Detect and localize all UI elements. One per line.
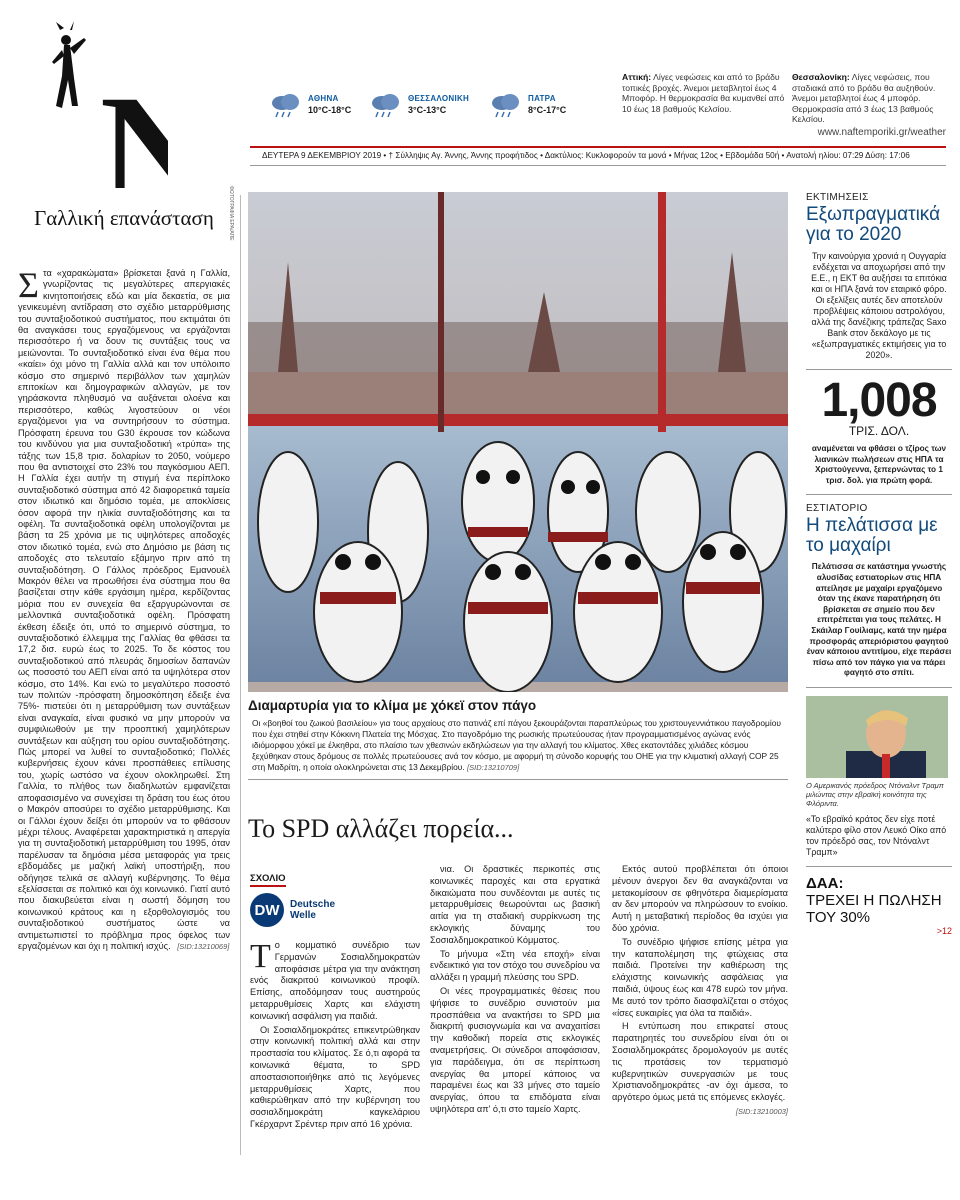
sidebar-text: αναμένεται να φθάσει ο τζίρος των λιανικών πωλήσεων στις ΗΠΑ τα Χριστούγεννα, ξεπερνώντας το 1 τρισ. δολ. για πρώτη φορά. [811,444,947,485]
dw-name-line2: Welle [290,910,316,921]
forecast-thessaloniki [792,72,948,125]
forecast-attica [622,72,786,114]
masthead-logo [48,18,168,188]
page-reference[interactable]: >12 [936,925,952,936]
divider [806,687,952,688]
rain-cloud-icon [488,92,522,116]
forecast-label: Αττική: [622,72,652,82]
quote-text: «Το εβραϊκό κράτος δεν είχε ποτέ καλύτερο φίλο στον Λευκό Οίκο από τον πρόεδρό σας, τον Ντόναλντ Τραμπ» [806,813,947,857]
divider [806,494,952,495]
dateline: ΔΕΥΤΕΡΑ 9 ΔΕΚΕΜΒΡΙΟΥ 2019 • † Σύλληψις Αγ. Άννης, Άννης προφήτιδος • Δακτύλιος: Κυκλοφορούν τα μονά • Μήνας 12ος • Εβδομάδα 50ή • Ανατολή ηλίου: 07:29 Δύση: 17:06 [250,146,946,166]
dw-logo [250,892,370,928]
portrait-photo [806,696,948,778]
city-temp: 8°C-17°C [528,104,567,115]
article-paragraph: νια. Οι δραστικές περικοπές στις κοινωνικές παροχές και στα εργατικά δικαιώματα που συνδέονται με αυτές τις μεταρρυθμίσεις θεωρούνται ως βασική αιτία για τη σταδιακή συρρίκνωση της εκλογικής δύναμης του Σοσιαλδημοκρατικού Κόμματος. [430,864,600,945]
article-column-1 [250,940,420,1133]
forecast-label: Θεσσαλονίκη: [792,72,850,82]
dropcap: Σ [18,265,39,305]
city-name: ΑΘΗΝΑ [308,93,339,103]
sidebar-text: Την καινούργια χρονιά η Ουγγαρία ενδέχεται να αποχωρήσει από την Ε.Ε., η ΕΚΤ θα αυξήσει τα επιτόκια και οι ΗΠΑ ξανά τον εταιρικό φόρο. Οι εξελίξεις αυτές δεν αποτελούν προβλέψεις κάποιου αστρολόγου, αλλά της δανέζικης τράπεζας Saxo Bank στον δεκάλογο με τις «εξωπραγματικές εκτιμήσεις για το 2020». [811,251,947,360]
section-label: ΕΚΤΙΜΗΣΕΙΣ [806,192,869,203]
sidebar-headline: Εξωπραγματικά για το 2020 [806,204,941,245]
article-column-3 [612,864,788,1118]
dropcap: Τ [250,938,271,975]
city-temp: 10°C-18°C [308,104,352,115]
divider [806,866,952,867]
dw-name-line1: Deutsche [290,899,336,910]
city-name: ΘΕΣΣΑΛΟΝΙΚΗ [408,93,470,103]
weather-athens [268,92,351,116]
section-label: ΕΣΤΙΑΤΟΡΙΟ [806,503,868,515]
opinion-title: Γαλλική επανάσταση [34,206,214,230]
city-name: ΠΑΤΡΑ [528,93,556,103]
rain-cloud-icon [268,92,302,116]
brief-headline: ΤΡΕΧΕΙ Η ΠΩΛΗΣΗ ΤΟΥ 30% [806,891,942,926]
photo-credit: ΦΩΤΟΓΡΑΦΙΑ EPA/ΑΠΕ [228,186,234,241]
section-tag [250,868,370,887]
photo-headline: Διαμαρτυρία για το κλίμα με χόκεϊ στον πάγο [248,698,537,713]
forecast-text: Λίγες νεφώσεις και από το βράδυ τοπικές βροχές. Άνεμοι μεταβλητοί έως 4 Μποφόρ. Η θερμοκρασία θα κυμανθεί από 10 έως 18 βαθμούς Κελσίου. [622,72,785,114]
sidebar-text: Πελάτισσα σε κατάστημα γνωστής αλυσίδας εστιατορίων στις ΗΠΑ απείλησε με μαχαίρι εργαζόμενο όταν της έκανε παρατήρηση ότι βρίσκεται σε σημείο που δεν επιτρέπεται για τους πελάτες. Η Σκάιλαρ Γουίλιαμς, κατά την ημέρα προσφοράς απεριόριστου φαγητού έναν κάποιου αντιτίμου, είχε περάσει πίσω από τον πάγκο για να πάρει φαγητό στο σπίτι. [806,562,952,678]
weather-patras [488,92,566,116]
article-paragraph: Οι νέες προγραμματικές θέσεις που ψήφισε το συνέδριο συνιστούν μια προσπάθεια να ανακτήσει το SPD μια διακριτή φυσιογνωμία και να αναχαιτίσει την καθοδική πορεία στις εκλογικές αναμετρήσεις. Οι σύνεδροι αποφάσισαν, για παράδειγμα, ότι σε περίπτωση ανεργίας θα μπορεί κάποιος να παραμένει έως και 33 μήνες στο ταμείο ανεργίας, όπου τα επιδόματα είναι υψηλότερα απ' ό,τι στο ταμείο Χαρτς. [430,985,600,1114]
article-paragraph: Το μήνυμα «Στη νέα εποχή» είναι ενδεικτικό για τον στόχο του συνεδρίου να αλλάξει η γραμμή πλεύσης του SPD. [430,948,600,983]
city-temp: 3°C-13°C [408,104,447,115]
section-label: ΣΧΟΛΙΟ [250,873,286,887]
weather-panel [250,70,950,150]
article-headline: Το SPD αλλάζει πορεία... [248,814,514,843]
dw-logo-mark: DW [250,893,284,927]
masthead-letter: N [100,65,168,188]
column-divider [240,195,241,1155]
article-paragraph: Οι Σοσιαλδημοκράτες επικεντρώθηκαν στην κοινωνική πολιτική αλλά και στην προστασία του κλίματος. Σε ό,τι αφορά τα κοινωνικά θέματα, το SPD αποστασιοποιήθηκε από τις λεγόμενες μεταρρυθμίσεις Χαρτς, που καθιερώθηκαν από την κυβέρνηση του σοσιαλδημοκράτη καγκελάριου Γκέρχαρντ Σρέντερ πριν από 16 χρόνια. [250,1024,420,1129]
hockey-protest-photo [248,192,788,692]
brief-label: ΔΑΑ: [806,874,844,892]
right-sidebar [806,192,952,1162]
big-number-unit: ΤΡΙΣ. ΔΟΛ. [848,424,910,438]
opinion-column [18,200,230,1168]
sid-tag: [SID:13210709] [467,763,520,772]
rain-cloud-icon [368,92,402,116]
photo-caption [248,714,788,780]
article-paragraph: Η εντύπωση που επικρατεί στους παρατηρητές του συνεδρίου είναι ότι οι Σοσιαλδημοκράτες δρομολογούν με αυτές τις προτάσεις τον τερματισμό κυβερνητικών συνεργασιών με τους Χριστιανοδημοκράτες -αν όχι άμεσα, το αργότερο όμως μετά τις επόμενες εκλογές. [612,1021,788,1103]
sidebar-headline: Η πελάτισσα με το μαχαίρι [806,515,938,557]
caption-text: Οι «βοηθοί του ζωικού βασιλείου» για τους αρχαίους στο πατινάζ επί πάγου ξεκουράζονται παραπλεύρως του χριστουγεννιάτικου παγοδρομίου που έχει στηθεί στην Κόκκινη Πλατεία της Μόσχας. Στο παγοδρόμιο της ρωσικής πρωτεύουσας ήταν προγραμματισμένος αγώνας ενός ιδιόμορφου χόκεϊ με έλκηθρα, στο πλαίσιο των χθεσινών εκδηλώσεων για την αλλαγή του κλίματος. Χθες εκατοντάδες χιλιάδες κόσμου ξεχύθηκαν στους δρόμους σε πολλές πρωτεύουσες ανά τον κόσμο, με αφορμή τη σύνοδο κορυφής του ΟΗΕ για την κλιματική αλλαγή COP 25 στη Μαδρίτη, η οποία ολοκληρώνεται στις 13 Δεκεμβρίου. [252,718,781,772]
sid-tag: [SID:13210003] [735,1106,788,1116]
article-paragraph: Το συνέδριο ψήφισε επίσης μέτρα για την καταπολέμηση της φτώχειας στα παιδιά. Προτείνει την καθιέρωση της ελάχιστης κοινωνικής ασφάλειας για παιδιά, ύψους έως και 478 ευρώ τον μήνα. Με αυτό τον τρόπο διασφαλίζεται ο στόχος «ίσες ευκαιρίες για όλα τα παιδιά». [612,936,788,1018]
article-paragraph: Εκτός αυτού προβλέπεται ότι όποιοι μένουν άνεργοι δεν θα αναγκάζονται να μετακομίσουν σε φθηνότερα διαμερίσματα αν δεν μπορούν να πληρώσουν το ενοίκιο. Αυτή η μεταβατική περίοδος θα ισχύει για δύο χρόνια. [612,864,788,933]
hermes-icon [48,18,168,188]
divider [806,369,952,370]
article-paragraph: ο κομματικό συνέδριο των Γερμανών Σοσιαλδημοκρατών αποφάσισε μέτρα για την ανάκτηση ενός διακριτού κοινωνικού προφίλ. Επίσης, αποδόμησαν τους αυστηρούς μεταρρυθμίσεις Χαρτς και ελάχιστη κοινωνική ασφάλιση για παιδιά. [250,940,420,1021]
sid-tag: [SID:13210069] [177,941,230,951]
weather-thessaloniki [368,92,469,116]
opinion-body [18,265,230,952]
weather-url[interactable]: www.naftemporiki.gr/weather [817,127,946,138]
opinion-text: τα «χαρακώματα» βρίσκεται ξανά η Γαλλία, γνωρίζοντας τις μεγαλύτερες απεργιακές κινητοποιήσεις εδώ και μία δεκαετία, σε μια γενικευμένη αντίδραση στο σχέδιο μεταρρύθμισης του συνταξιοδοτικού συστήματος, που εκτιμάται ότι θα αναγκάσει τους εργαζόμενους να εργάζονται περισσότερο ή να δουν τις συντάξεις τους να μειώνονται. Το συνταξιοδοτικό είναι ένα θέμα που «καίει» όχι μόνο τη Γαλλία αλλά και τον υπόλοιπο κόσμο στο σημερινό περιβάλλον των χαμηλών επιτοκίων και δημογραφικών αλλαγών, με τον γηράσκοντα πληθυσμό να αυξάνεται ολοένα και περισσότερο, καθώς λιγοστεύουν οι νέοι εργαζόμενοι για να συντηρήσουν το σύστημα. Πρόσφατη έρευνα του G30 έκρουσε τον κώδωνα του κινδύνου για μια συνταξιοδοτική «τρύπα» της τάξης των 15,8 τρισ. δολαρίων το 2050, νούμερο που θα αντιστοιχεί στο 23% του παγκόσμιου ΑΕΠ. Η Γαλλία έχει αυτήν τη στιγμή ένα περίπλοκο συνταξιοδοτικό σύστημα από 42 διαφορετικά ταμεία στον ιδιωτικό και δημόσιο τομέα, με αποκλίσεις όσον αφορά την ηλικία συνταξιοδότησης και τα οφέλη. Τα συνταξιοδοτικά οφέλη υπολογίζονται με βάση τα 25 χρόνια με τις υψηλότερες αποδοχές στον ιδιωτικό τομέα, ενώ στο Δημόσιο με βάση τις αποδοχές στο τελευταίο εξάμηνο πριν από τη συνταξιοδότηση. Ο Γάλλος πρόεδρος Εμανουέλ Μακρόν θέλει να προωθήσει ένα σύστημα που θα βασίζεται στην κάθε εργάσιμη ημέρα, κερδίζοντας μόρια που εν συνεχεία θα εξαργυρώνονται σε μελλοντικά συνταξιοδοτικά οφέλη. Πρόσφατη έκθεση έδειξε ότι, υπό το σημερινό σύστημα, το συνταξιοδοτικό έλλειμμα της Γαλλίας θα φθάσει τα 17,2 δισ. ευρώ έως το 2025. Το δε κόστος του συνταξιοδοτικού από πλευράς δημοσίων δαπανών ως ποσοστό του ΑΕΠ είναι από τα υψηλότερα στον κόσμο, στο 14%. Και ενώ το μεγαλύτερο ποσοστό των πολιτών -πρόσφατη δημοσκόπηση έδειξε ένα 75%- πιστεύει ότι η μεταρρύθμιση των συντάξεων είναι αναγκαία, είναι φυσικό να μην μπορούν να συμφιλιωθούν με την προοπτική χαμηλότερων συντάξεων και αύξηση του ορίου συνταξιοδότησης. Πώς μπορεί να λυθεί το συνταξιοδοτικό; Πολλές κυβερνήσεις έχουν κάνει προσπάθειες επίλυσης του, χωρίς ωστόσο να έχουν ολοκληρωθεί. Στη Γαλλία, το πλήθος των διαδηλωτών εμφανίζεται αποφασισμένο να συνεχίσει τη δράση του έως ότου ο Μακρόν αποσύρει το σχέδιο μεταρρύθμισης. Και οι Γάλλοι έχουν δείξει ότι μπορούν να το φθάσουν μέχρι τέλους. Αναφέρεται χαρακτηριστικά η απεργία για τη συνταξιοδοτική μεταρρύθμιση του 1995, όταν παρέλυσαν τα δημόσια μέσα μεταφοράς για τρεις εβδομάδες με μαζική λαϊκή υποστήριξη, που οδήγησε τελικά σε αλλαγή κυβέρνησης. Το θέμα εξελίσσεται σε πολιτικό και όχι κοινωνικό. Γιατί αυτό που διακυβεύεται είναι η σωστή δόμηση του κοινωνικού κράτους και η εξορθολογισμός του συνταξιοδοτικού συστήματος ώστε να αντιμετωπιστεί το πρόβλημα προς όφελος των εργαζομένων και όχι η πολιτική ισχύς. [18,268,230,951]
big-number: 1,008 [821,374,937,427]
photo-caption: Ο Αμερικανός πρόεδρος Ντόναλντ Τραμπ μιλώντας στην εβραϊκή κοινότητα της Φλόριντα. [806,780,944,808]
article-column-2 [430,864,600,1118]
forecast-text: Λίγες νεφώσεις, που σταδιακά από το βράδυ θα αυξηθούν. Άνεμοι μεταβλητοί έως 4 μποφόρ. Θερμοκρασία από 3 έως 13 βαθμούς Κελσίου. [792,72,936,125]
